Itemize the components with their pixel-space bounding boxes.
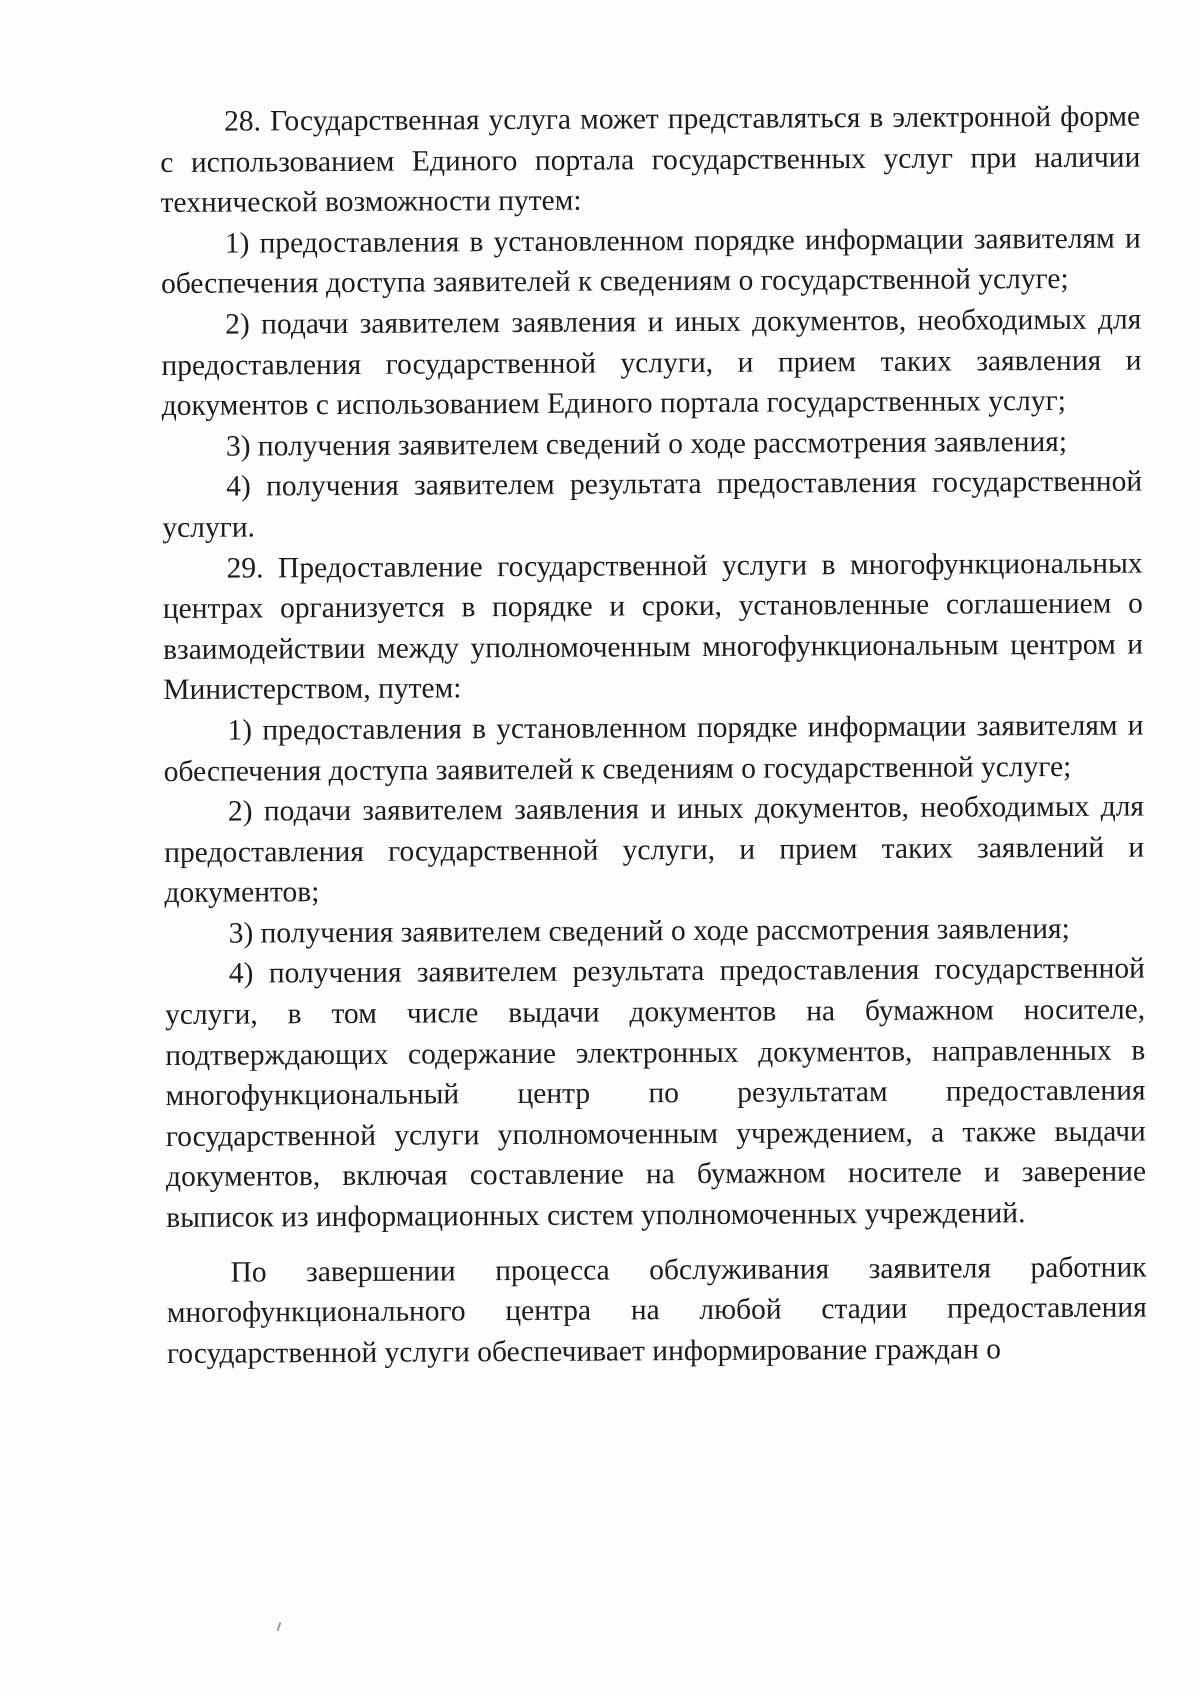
paragraph-28-item-2: 2) подачи заявителем заявления и иных документов, необходимых для предоставления государственной услуги, и прием таких заявления и документов с использованием Единого портала государственных услуг; <box>161 303 1142 423</box>
document-body <box>160 97 1147 1375</box>
paragraph-28-intro: 28. Государственная услуга может представляться в электронной форме с использованием Единого портала государственных услуг при наличии технической возможности путем: <box>160 100 1141 220</box>
paragraph-29-item-3: 3) получения заявителем сведений о ходе рассмотрения заявления; <box>228 912 1070 950</box>
paragraph-29-item-4: 4) получения заявителем результата предоставления государственной услуги, в том числе выдачи документов на бумажном носителе, подтверждающих содержание электронных документов, направленных в многофункциональный центр по результатам предоставления государственной услуги уполномоченным учреждением, а также выдачи документов, включая составление на бумажном носителе и заверение выписок из информационных систем уполномоченных учреждений. <box>165 952 1147 1235</box>
paragraph-service-completion: По завершении процесса обслуживания заявителя работник многофункционального центра на любой стадии предоставления государственной услуги обеспечивает информирование граждан о <box>166 1251 1147 1370</box>
paragraph-28-item-3: 3) получения заявителем сведений о ходе рассмотрения заявления; <box>225 425 1068 463</box>
paragraph-29-intro: 29. Предоставление государственной услуги в многофункциональных центрах организуется в порядке и сроки, установленные соглашением о взаимодействии между уполномоченным многофункциональным центром и Министерством, путем: <box>162 547 1144 707</box>
paragraph-29-item-2: 2) подачи заявителем заявления и иных документов, необходимых для предоставления государственной услуги, и прием таких заявлений и документов; <box>164 790 1145 910</box>
paragraph-28-item-1: 1) предоставления в установленном порядке информации заявителям и обеспечения доступа заявителей к сведениям о государственной услуге; <box>160 222 1141 301</box>
paragraph-28-item-4: 4) получения заявителем результата предоставления государственной услуги. <box>162 465 1143 544</box>
paragraph-29-item-1: 1) предоставления в установленном порядке информации заявителям и обеспечения доступа заявителей к сведениям о государственной услуге; <box>163 709 1144 788</box>
scan-speck <box>277 1622 282 1631</box>
